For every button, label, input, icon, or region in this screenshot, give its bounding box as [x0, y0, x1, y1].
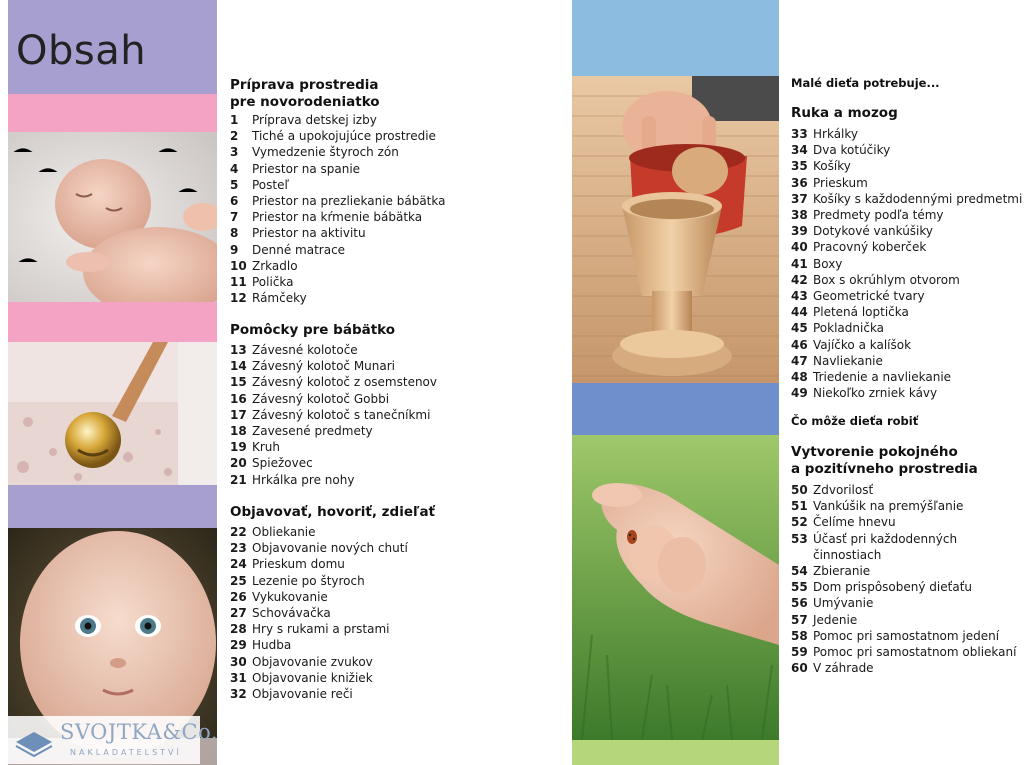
band-pink-1 [8, 94, 217, 132]
toc-item-title: Zdvorilosť [813, 483, 874, 497]
toc-item [791, 644, 1016, 660]
toc-item-number: 39 [791, 224, 808, 239]
toc-item-number: 37 [791, 191, 808, 206]
toc-item-number: 42 [791, 272, 808, 287]
toc-item-title: Objavovanie reči [252, 687, 353, 702]
toc-item-number: 54 [791, 564, 808, 579]
toc-item-number: 28 [230, 622, 247, 637]
toc-item [230, 225, 445, 241]
toc-item [230, 193, 445, 209]
toc-item-title: Hudba [252, 638, 292, 653]
toc-item-number: 2 [230, 129, 239, 144]
toc-item-number: 48 [791, 370, 808, 385]
toc-item-number: 44 [791, 305, 808, 320]
toc-item-title: V záhrade [813, 661, 874, 676]
toc-item-title: Priestor na kŕmenie bábätka [252, 210, 423, 225]
toc-item-number: 53 [791, 531, 808, 546]
toc-item [791, 239, 1022, 255]
band-green-bottom [572, 740, 779, 765]
toc-item-number: 25 [230, 573, 247, 588]
toc-item-title: Posteľ [252, 177, 289, 192]
toc-item [230, 573, 408, 589]
toc-item [230, 423, 437, 439]
toc-item [791, 660, 1016, 676]
toc-item-number: 55 [791, 580, 808, 595]
toc-item [791, 158, 1022, 174]
toc-item [230, 144, 445, 160]
toc-item-title: Hrkálky [813, 127, 859, 141]
toc-item-number: 15 [230, 375, 247, 390]
toc-item-title: Dotykové vankúšiky [813, 224, 934, 239]
toc-item-number: 58 [791, 628, 808, 643]
toc-item-number: 4 [230, 161, 239, 176]
band-blue-top [572, 0, 779, 76]
toc-item [230, 670, 408, 686]
photo-newborn [8, 132, 217, 302]
toc-item [230, 374, 437, 390]
toc-item [230, 472, 437, 488]
toc-item-number: 27 [230, 606, 247, 621]
toc-item [791, 563, 1016, 579]
band-blue-mid [572, 383, 779, 435]
section-heading: Príprava prostredia pre novorodeniatko [230, 77, 380, 110]
page-title: Obsah [16, 28, 147, 74]
toc-item [230, 654, 408, 670]
toc-item-title: Navliekanie [813, 353, 883, 368]
toc-item [791, 272, 1022, 288]
toc-item-title: Hrkálka pre nohy [252, 472, 355, 487]
toc-item-title: Triedenie a navliekanie [813, 370, 952, 385]
toc-item-title: Košíky [813, 159, 851, 174]
toc-item-number: 45 [791, 321, 808, 336]
toc-item [791, 482, 1016, 498]
toc-item [230, 342, 437, 358]
toc-item-title: Hry s rukami a prstami [252, 622, 390, 637]
toc-item-number: 36 [791, 175, 808, 190]
toc-item-number: 24 [230, 557, 247, 572]
toc-item-number: 14 [230, 359, 247, 374]
toc-item-title: Obliekanie [252, 525, 316, 539]
toc-item-number: 6 [230, 194, 239, 209]
toc-item-number: 60 [791, 661, 808, 676]
toc-item-title: Čelíme hnevu [813, 515, 896, 530]
toc-item-title: Geometrické tvary [813, 289, 925, 304]
toc-item-title: Box s okrúhlym otvorom [813, 272, 960, 287]
toc-item [791, 320, 1022, 336]
toc-item-title: Vajíčko a kalíšok [813, 337, 912, 352]
section-heading: Vytvorenie pokojného a pozitívneho prostredia [791, 444, 978, 477]
toc-item-title: Prieskum [813, 175, 868, 190]
toc-item-title: Tiché a upokojujúce prostredie [252, 129, 436, 144]
toc-item-title: Košíky s každodennými predmetmi [813, 191, 1023, 206]
book-logo-icon [14, 724, 54, 758]
toc-item-title: Priestor na aktivitu [252, 226, 366, 241]
band-pink-2 [8, 302, 217, 342]
toc-item-title: Zbieranie [813, 564, 871, 579]
toc-item [230, 274, 445, 290]
toc-item [230, 621, 408, 637]
toc-item-title: Závesný kolotoč z osemstenov [252, 375, 437, 390]
toc-item-number: 1 [230, 113, 239, 127]
publisher-logo [8, 716, 219, 764]
toc-item-title: Príprava detskej izby [252, 113, 377, 127]
toc-item [791, 579, 1016, 595]
toc-item-title: činnostiach [813, 547, 882, 562]
toc-item [791, 256, 1022, 272]
toc-list [791, 126, 1022, 401]
toc-item-number: 51 [791, 499, 808, 514]
toc-item-title: Dom prispôsobený dieťaťu [813, 580, 972, 595]
toc-item-title: Zrkadlo [252, 258, 298, 273]
toc-item-number: 20 [230, 456, 247, 471]
toc-item-number: 17 [230, 407, 247, 422]
toc-item-title: Vykukovanie [252, 589, 328, 604]
toc-item-number: 16 [230, 391, 247, 406]
toc-item [230, 556, 408, 572]
subheading-note: Čo môže dieťa robiť [791, 414, 919, 428]
toc-item-title: Kruh [252, 440, 281, 455]
toc-item-title: Priestor na spanie [252, 161, 361, 176]
toc-item-number: 7 [230, 210, 239, 225]
toc-item-number: 13 [230, 343, 247, 357]
toc-list [230, 342, 437, 488]
toc-item [791, 385, 1022, 401]
toc-item-title: Pokladnička [813, 321, 885, 336]
toc-item-number: 33 [791, 127, 808, 141]
toc-item [230, 605, 408, 621]
toc-item [230, 391, 437, 407]
photo-wooden-cup [572, 76, 779, 383]
toc-item-title: Pracovný koberček [813, 240, 927, 255]
toc-item-title: Vankúšik na premýšľanie [813, 499, 964, 514]
toc-item-number: 47 [791, 353, 808, 368]
toc-item-title: Pomoc pri samostatnom jedení [813, 628, 1000, 643]
toc-item-title: Objavovanie nových chutí [252, 541, 408, 556]
toc-item-number: 12 [230, 291, 247, 306]
toc-item-title: Lezenie po štyroch [252, 573, 365, 588]
toc-item [230, 524, 408, 540]
toc-item-number: 32 [230, 687, 247, 702]
toc-item [791, 142, 1022, 158]
toc-item-title: Boxy [813, 256, 843, 271]
toc-item-title: Závesný kolotoč Gobbi [252, 391, 390, 406]
toc-item [791, 595, 1016, 611]
toc-item-number: 50 [791, 483, 808, 497]
toc-item [791, 207, 1022, 223]
toc-item [791, 191, 1022, 207]
toc-item [230, 358, 437, 374]
toc-item [230, 112, 445, 128]
toc-item-title: Priestor na prezliekanie bábätka [252, 194, 446, 209]
toc-list [791, 482, 1016, 676]
toc-item-title: Rámčeky [252, 291, 307, 306]
toc-item-number: 22 [230, 525, 247, 539]
section-heading: Ruka a mozog [791, 105, 898, 121]
toc-item [791, 612, 1016, 628]
toc-item-number: 26 [230, 589, 247, 604]
toc-item-number: 52 [791, 515, 808, 530]
toc-item-title: Schovávačka [252, 606, 331, 621]
toc-item-number: 23 [230, 541, 247, 556]
toc-item [230, 686, 408, 702]
toc-item [791, 547, 1016, 563]
toc-item [791, 223, 1022, 239]
toc-item-number: 29 [230, 638, 247, 653]
toc-item [791, 514, 1016, 530]
logo-sub: NAKLADATELSTVÍ [70, 748, 182, 757]
toc-item-title: Závesný kolotoč Munari [252, 359, 396, 374]
toc-item-number: 57 [791, 612, 808, 627]
toc-item-title: Spiežovec [252, 456, 313, 471]
toc-item-number: 30 [230, 654, 247, 669]
toc-item-title: Umývanie [813, 596, 874, 611]
toc-item [230, 439, 437, 455]
toc-list [230, 112, 445, 306]
toc-item [791, 175, 1022, 191]
toc-item-number: 34 [791, 143, 808, 158]
toc-item-title: Závesný kolotoč s tanečníkmi [252, 407, 431, 422]
toc-item [230, 455, 437, 471]
photo-bell [8, 342, 217, 485]
toc-item [230, 242, 445, 258]
band-lavender-2 [8, 485, 217, 528]
logo-name: SVOJTKA&Co. [60, 720, 219, 744]
toc-item-number: 18 [230, 424, 247, 439]
toc-item-title: Pomoc pri samostatnom obliekaní [813, 645, 1017, 660]
toc-item-title: Prieskum domu [252, 557, 345, 572]
toc-item-title: Objavovanie knižiek [252, 670, 373, 685]
toc-item [791, 288, 1022, 304]
toc-item-number: 35 [791, 159, 808, 174]
toc-item [791, 337, 1022, 353]
toc-item-number: 9 [230, 242, 239, 257]
subheading-note: Malé dieťa potrebuje... [791, 76, 940, 90]
toc-item-number: 3 [230, 145, 239, 160]
toc-item-number: 41 [791, 256, 808, 271]
toc-item [230, 177, 445, 193]
toc-item-title: Závesné kolotoče [252, 343, 358, 357]
toc-item [791, 498, 1016, 514]
toc-item-number: 5 [230, 177, 239, 192]
section-heading: Objavovať, hovoriť, zdieľať [230, 504, 436, 520]
photo-hand-ladybug [572, 435, 779, 740]
toc-item-title: Zavesené predmety [252, 424, 373, 439]
toc-item-title: Predmety podľa témy [813, 208, 944, 223]
toc-item [230, 589, 408, 605]
toc-item-number: 43 [791, 289, 808, 304]
toc-item [791, 304, 1022, 320]
toc-item-number: 19 [230, 440, 247, 455]
toc-item [230, 290, 445, 306]
toc-item [230, 258, 445, 274]
toc-item-number: 40 [791, 240, 808, 255]
toc-item [230, 128, 445, 144]
toc-item [230, 407, 437, 423]
toc-item [791, 628, 1016, 644]
toc-item-number: 21 [230, 472, 247, 487]
toc-item [791, 353, 1022, 369]
toc-item-number: 11 [230, 275, 247, 290]
toc-item-number: 8 [230, 226, 239, 241]
toc-item-number: 10 [230, 258, 247, 273]
toc-item-title: Jedenie [813, 612, 858, 627]
toc-item [791, 531, 1016, 547]
toc-item-title: Niekoľko zrniek kávy [813, 386, 938, 401]
toc-item-title: Vymedzenie štyroch zón [252, 145, 399, 160]
toc-list [230, 524, 408, 702]
toc-item-number: 59 [791, 645, 808, 660]
toc-item-number: 56 [791, 596, 808, 611]
toc-item [230, 637, 408, 653]
toc-item-title: Objavovanie zvukov [252, 654, 373, 669]
toc-item [791, 369, 1022, 385]
toc-item-title: Denné matrace [252, 242, 346, 257]
toc-item [230, 209, 445, 225]
toc-item [791, 126, 1022, 142]
toc-item-title: Účasť pri každodenných [813, 531, 958, 546]
toc-item [230, 161, 445, 177]
section-heading: Pomôcky pre bábätko [230, 322, 396, 338]
toc-item-title: Dva kotúčiky [813, 143, 891, 158]
toc-item-title: Polička [252, 275, 294, 290]
toc-item-number: 31 [230, 670, 247, 685]
toc-item-number: 46 [791, 337, 808, 352]
toc-item-number: 38 [791, 208, 808, 223]
toc-item-title: Pletená loptička [813, 305, 909, 320]
toc-item-number: 49 [791, 386, 808, 401]
toc-item [230, 540, 408, 556]
